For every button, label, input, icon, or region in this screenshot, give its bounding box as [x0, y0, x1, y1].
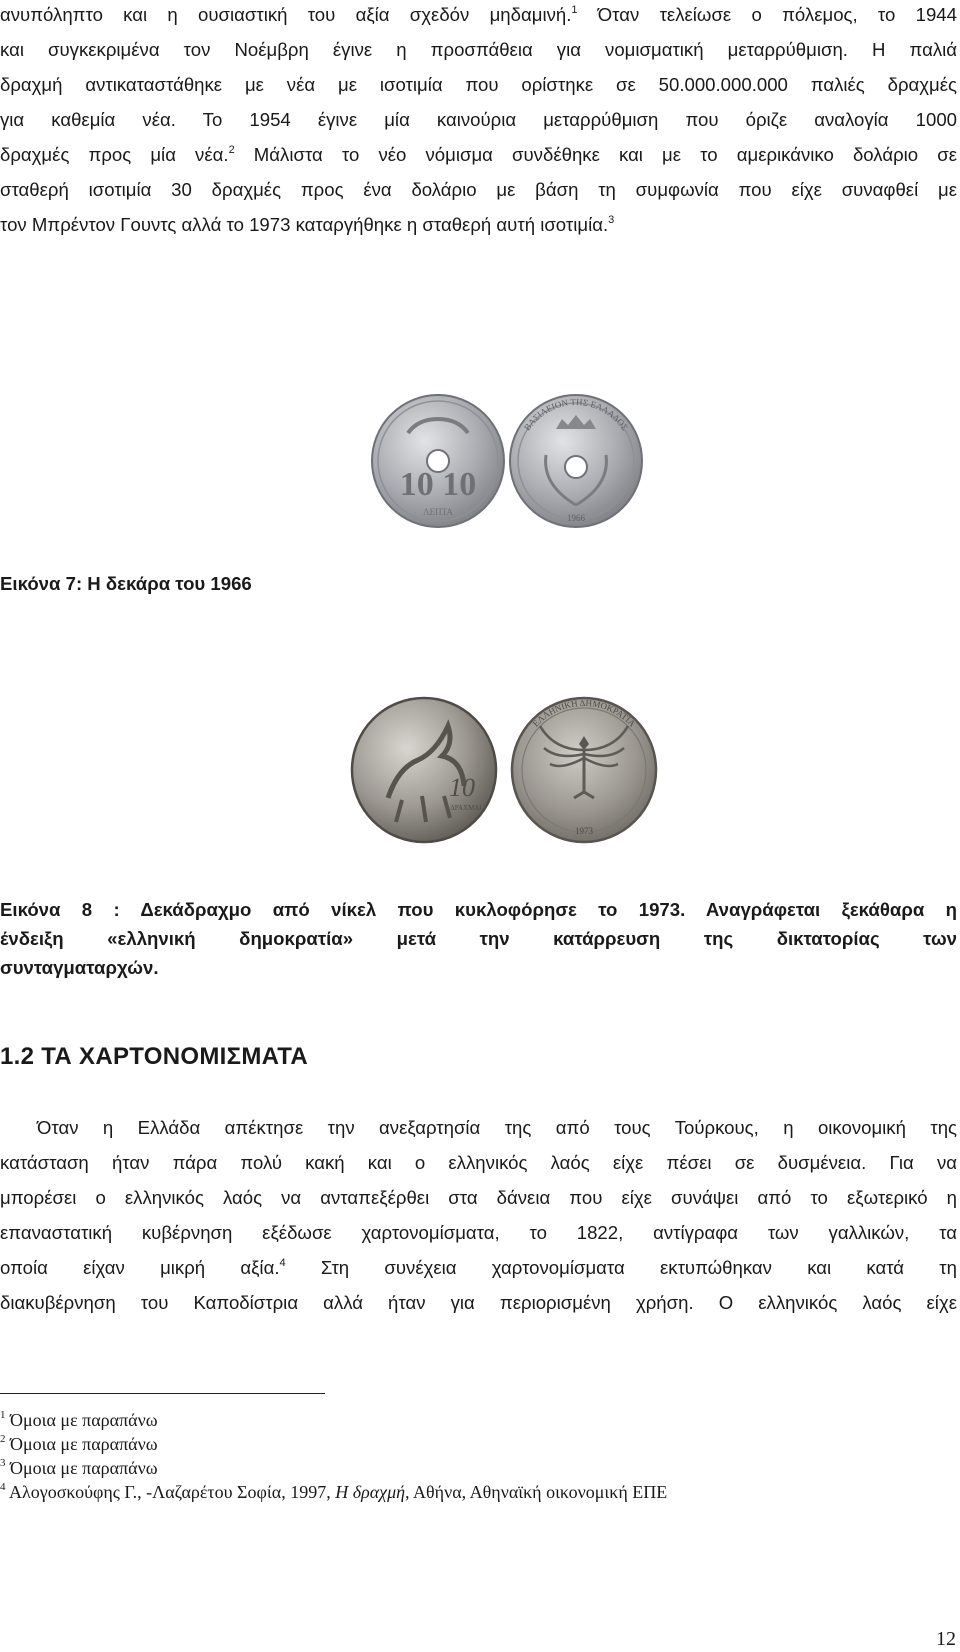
- text-line: μπορέσει ο ελληνικός λαός να ανταπεξέρθει στα δάνεια που είχε συνάψει από το εξωτερικό η: [0, 1187, 957, 1208]
- text-line: για καθεμία νέα. Το 1954 έγινε μία καινούρια μεταρρύθμιση που όριζε αναλογία 1000: [0, 109, 957, 130]
- text-line: οποία είχαν μικρή αξία.$^4$ Στη συνέχεια χαρτονομίσματα εκτυπώθηκαν και κατά τη: [0, 1256, 957, 1278]
- figure-7-image: [370, 385, 650, 535]
- footnote-3: $^3$ Όμοια με παραπάνω: [0, 1457, 158, 1478]
- footnote-ref[interactable]: 1: [571, 3, 578, 16]
- text-line: σταθερή ισοτιμία 30 δραχμές προς ένα δολάριο με βάση τη συμφωνία που είχε συναφθεί με: [0, 179, 957, 200]
- footnote-separator: [0, 1393, 325, 1394]
- svg-text:ΔΡΑΧΜΑΙ: ΔΡΑΧΜΑΙ: [450, 804, 482, 812]
- svg-text:ΒΑΣΙΛΕΙΟΝ ΤΗΣ ΕΛΛΑΔΟΣ: ΒΑΣΙΛΕΙΟΝ ΤΗΣ ΕΛΛΑΔΟΣ: [522, 396, 631, 433]
- text-line: δραχμή αντικαταστάθηκε με νέα με ισοτιμία που ορίστηκε σε 50.000.000.000 παλιές δραχμές: [0, 74, 957, 95]
- figure-7-caption: Εικόνα 7: Η δεκάρα του 1966: [0, 573, 252, 594]
- section-heading: 1.2 ΤΑ ΧΑΡΤΟΝΟΜΙΣΜΑΤΑ: [0, 1043, 309, 1070]
- coin-10-drachmai-reverse: [512, 698, 656, 842]
- svg-text:ΕΛΛΗΝΙΚΗ ΔΗΜΟΚΡΑΤΙΑ: ΕΛΛΗΝΙΚΗ ΔΗΜΟΚΡΑΤΙΑ: [530, 697, 638, 729]
- text-line: δραχμές προς μία νέα.$^2$ Μάλιστα το νέο νόμισμα συνδέθηκε και με το αμερικάνικο δολάριο σε: [0, 143, 957, 165]
- text-line: Όταν η Ελλάδα απέκτησε την ανεξαρτησία της από τους Τούρκους, η οικονομική της: [37, 1117, 957, 1138]
- text-line: διακυβέρνηση του Καποδίστρια αλλά ήταν για περιορισμένη χρήση. Ο ελληνικός λαός είχε: [0, 1292, 957, 1313]
- svg-text:ΛΕΠΤΑ: ΛΕΠΤΑ: [423, 507, 453, 517]
- coin-10-lepta-obverse: [372, 395, 504, 527]
- text-line: κατάσταση ήταν πάρα πολύ κακή και ο ελληνικός λαός είχε πέσει σε δυσμένεια. Για να: [0, 1152, 957, 1173]
- book-title: Η δραχμή,: [335, 1482, 410, 1502]
- text-line: τον Μπρέντον Γουντς αλλά το 1973 καταργήθηκε η σταθερή αυτή ισοτιμία.$^3$: [0, 213, 615, 235]
- page-number: 12: [936, 1628, 956, 1650]
- footnote-1: $^1$ Όμοια με παραπάνω: [0, 1409, 158, 1430]
- footnote-ref[interactable]: 3: [608, 213, 615, 226]
- paragraph-2: [0, 1110, 957, 1320]
- svg-text:10 10: 10 10: [399, 466, 477, 503]
- figure-8-caption: Εικόνα 8 : Δεκάδραχμο από νίκελ που κυκλοφόρησε το 1973. Αναγράφεται ξεκάθαρα η ένδειξη «ελληνική δημοκρατία» μετά την κατάρρευση της δικτατορίας των συνταγματαρχών.: [0, 899, 957, 978]
- paragraph-1: [0, 0, 957, 242]
- text-line: ανυπόληπτο και η ουσιαστική του αξία σχεδόν μηδαμινή.$^1$ Όταν τελείωσε ο πόλεμος, το 1944: [0, 3, 957, 25]
- footnotes: [0, 1408, 900, 1504]
- svg-text:1973: 1973: [575, 826, 593, 836]
- footnote-2: $^2$ Όμοια με παραπάνω: [0, 1433, 158, 1454]
- svg-text:1966: 1966: [567, 513, 585, 523]
- svg-text:10: 10: [449, 773, 475, 802]
- text-line: επαναστατική κυβέρνηση εξέδωσε χαρτονομίσματα, το 1822, αντίγραφα των γαλλικών, τα: [0, 1222, 957, 1243]
- footnote-4: $^4$ Αλογοσκούφης Γ., -Λαζαρέτου Σοφία, 1997, Η δραχμή, Αθήνα, Αθηναϊκή οικονομική ΕΠΕ: [0, 1481, 668, 1502]
- text-line: και συγκεκριμένα τον Νοέμβρη έγινε η προσπάθεια για νομισματική μεταρρύθμιση. Η παλιά: [0, 39, 957, 60]
- figure-8-image: [348, 688, 668, 850]
- coin-10-drachmai-obverse: [352, 698, 496, 842]
- footnote-ref[interactable]: 4: [279, 1256, 286, 1269]
- coin-10-lepta-reverse: [510, 395, 642, 527]
- footnote-ref[interactable]: 2: [228, 143, 235, 156]
